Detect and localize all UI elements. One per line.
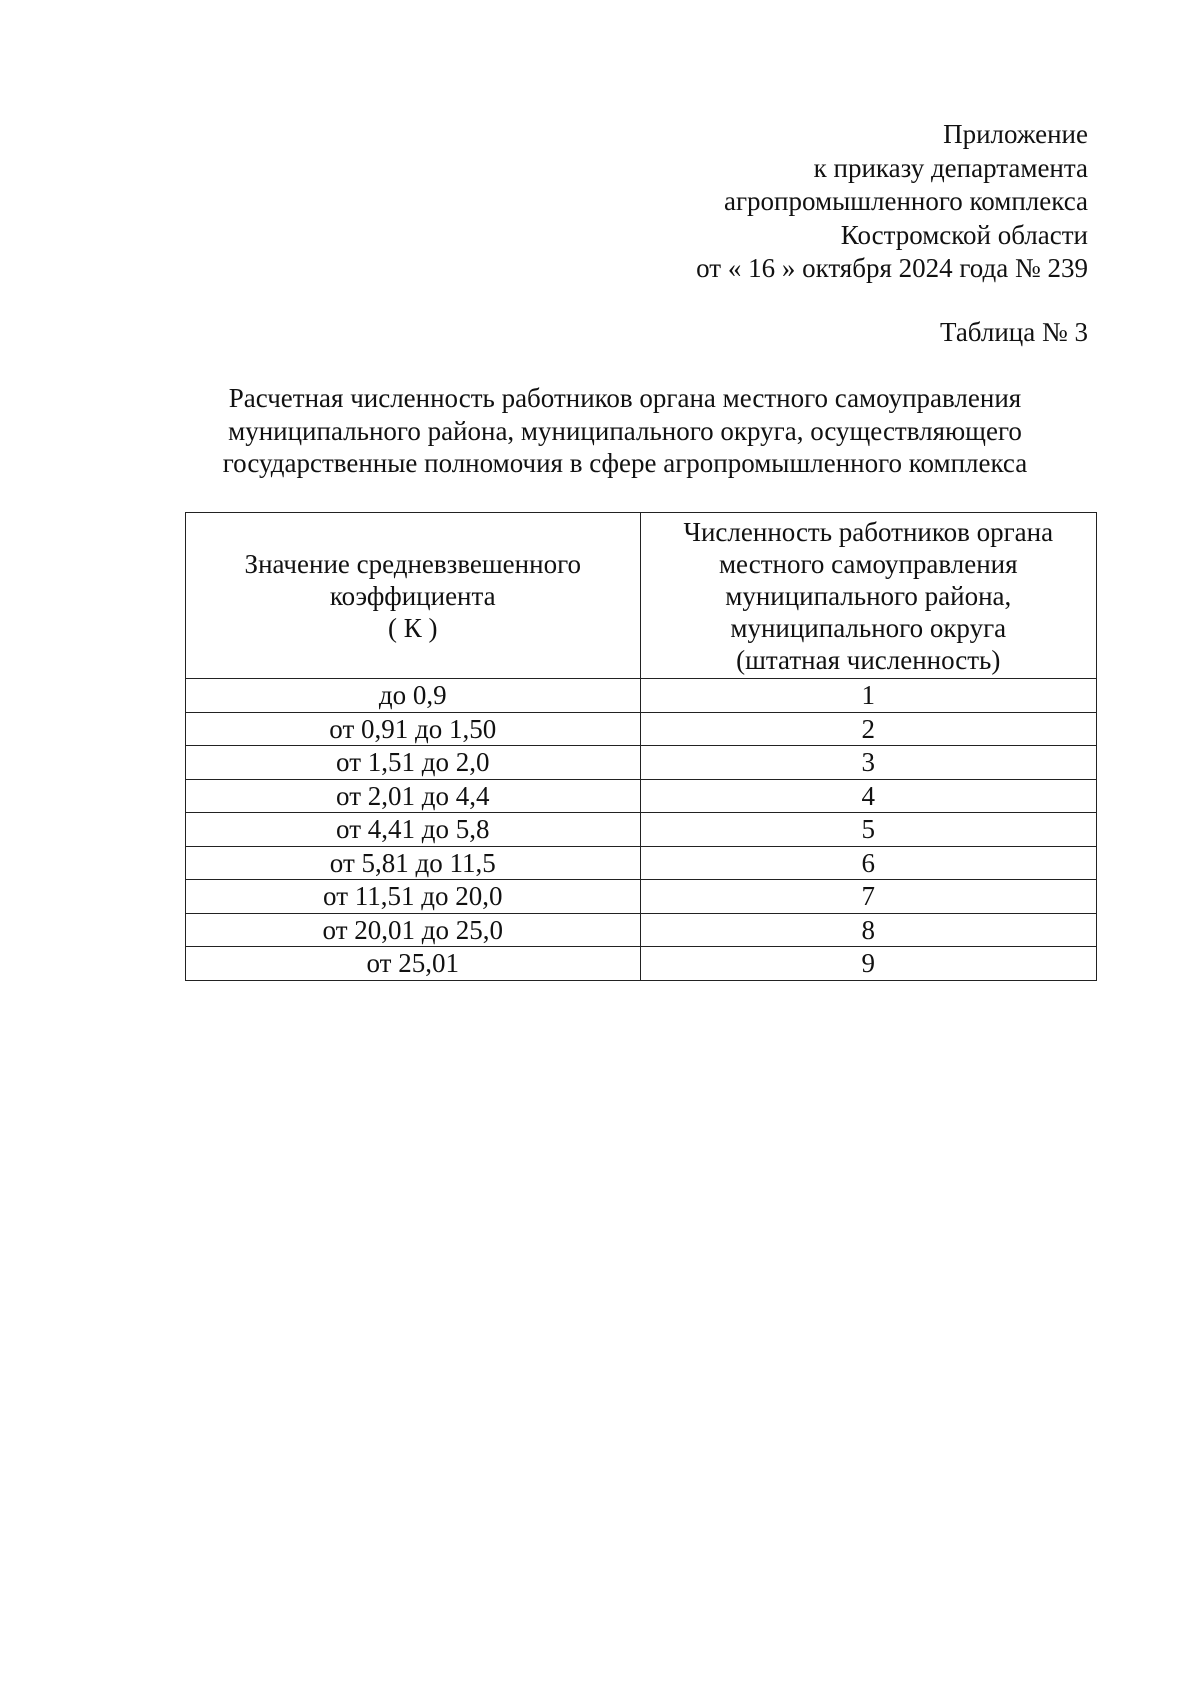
title-line: государственные полномочия в сфере агропромышленного комплекса [222,448,1028,478]
table-row [186,746,1097,780]
coefficient-table [185,512,1097,981]
header-staff-count [640,513,1096,679]
staff-count-cell: 3 [640,746,1096,780]
staff-count-cell: 1 [640,679,1096,713]
table-row [186,913,1097,947]
coefficient-range-cell: от 5,81 до 11,5 [186,846,641,880]
table-row [186,846,1097,880]
header-line: муниципального округа [730,612,1007,643]
table-header-row [186,513,1097,679]
appendix-line: от « 16 » октября 2024 года № 239 [696,253,1088,283]
coefficient-range-cell: до 0,9 [186,679,641,713]
appendix-line: Костромской области [840,219,1088,250]
header-line: Значение средневзвешенного [244,548,581,579]
header-line: коэффициента [329,580,496,611]
appendix-line: к приказу департамента [813,152,1088,183]
appendix-header [696,118,1088,286]
table-row [186,880,1097,914]
header-line: местного самоуправления [718,548,1018,579]
appendix-line: Приложение [943,119,1088,149]
table-row [186,679,1097,713]
coefficient-range-cell: от 1,51 до 2,0 [186,746,641,780]
header-line: ( К ) [388,612,438,643]
staff-count-cell: 7 [640,880,1096,914]
coefficient-range-cell: от 4,41 до 5,8 [186,813,641,847]
coefficient-range-cell: от 20,01 до 25,0 [186,913,641,947]
coefficient-range-cell: от 0,91 до 1,50 [186,712,641,746]
coefficient-range-cell: от 25,01 [186,947,641,981]
title-line: Расчетная численность работников органа местного самоуправления [228,383,1022,413]
staff-count-cell: 4 [640,779,1096,813]
table-row [186,779,1097,813]
header-coefficient [186,513,641,679]
staff-count-cell: 6 [640,846,1096,880]
coefficient-range-cell: от 11,51 до 20,0 [186,880,641,914]
staff-count-cell: 9 [640,947,1096,981]
header-line: (штатная численность) [736,644,1001,675]
staff-count-cell: 8 [640,913,1096,947]
table-row [186,947,1097,981]
title-line: муниципального района, муниципального округа, осуществляющего [228,415,1022,446]
header-line: Численность работников органа [683,516,1054,547]
appendix-line: агропромышленного комплекса [724,186,1088,216]
table-row [186,712,1097,746]
header-line: муниципального района, [725,580,1012,611]
table-number: Таблица № 3 [940,317,1088,347]
document-title [185,382,1065,480]
staff-count-cell: 2 [640,712,1096,746]
staff-count-cell: 5 [640,813,1096,847]
table-row [186,813,1097,847]
coefficient-range-cell: от 2,01 до 4,4 [186,779,641,813]
